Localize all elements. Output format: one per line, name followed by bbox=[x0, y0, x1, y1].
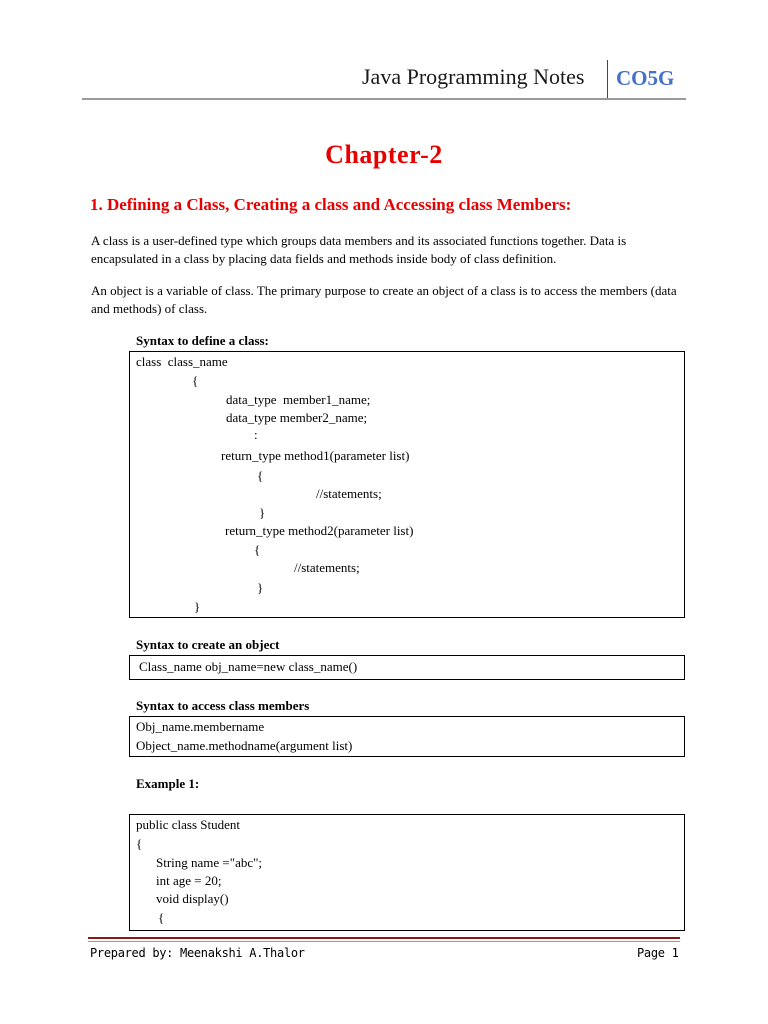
code-line: //statements; bbox=[316, 486, 382, 501]
course-code: CO5G bbox=[616, 66, 675, 90]
paragraph-class-definition: A class is a user-defined type which groups data members and its associated functions together. Data is encapsulated in a class by placing data fields and methods inside body of class definition. bbox=[91, 233, 627, 266]
code-line: int age = 20; bbox=[156, 873, 222, 888]
code-line: void display() bbox=[156, 891, 229, 906]
footer-page-number: Page 1 bbox=[637, 946, 679, 960]
code-line: Object_name.methodname(argument list) bbox=[136, 738, 353, 753]
syntax-define-label: Syntax to define a class: bbox=[136, 333, 269, 348]
example-code-box bbox=[129, 814, 685, 931]
section-heading: 1. Defining a Class, Creating a class and Accessing class Members: bbox=[90, 195, 572, 214]
code-line: String name ="abc"; bbox=[156, 855, 263, 870]
syntax-define-box bbox=[129, 351, 685, 618]
paragraph-object-definition: An object is a variable of class. The primary purpose to create an object of a class is to access the members (data and methods) of class. bbox=[91, 283, 677, 316]
code-line: { bbox=[158, 910, 165, 925]
code-line: public class Student bbox=[136, 817, 240, 832]
syntax-create-label: Syntax to create an object bbox=[136, 637, 280, 652]
code-line: : bbox=[254, 427, 258, 442]
header-rule bbox=[82, 98, 686, 100]
code-line: class class_name bbox=[136, 354, 228, 369]
header-separator bbox=[607, 60, 608, 98]
code-line: data_type member1_name; bbox=[226, 392, 371, 407]
code-line: { bbox=[254, 542, 261, 557]
code-line: Class_name obj_name=new class_name() bbox=[139, 659, 358, 674]
code-line: Obj_name.membername bbox=[136, 719, 265, 734]
syntax-create-box bbox=[129, 655, 685, 680]
code-line: return_type method1(parameter list) bbox=[221, 448, 410, 463]
syntax-access-label: Syntax to access class members bbox=[136, 698, 310, 713]
header-title: Java Programming Notes bbox=[362, 64, 585, 89]
code-line: //statements; bbox=[294, 560, 360, 575]
example-label: Example 1: bbox=[136, 776, 200, 791]
code-line: { bbox=[192, 373, 199, 388]
footer-rule bbox=[88, 937, 680, 939]
code-line: return_type method2(parameter list) bbox=[225, 523, 414, 538]
code-line: } bbox=[194, 599, 201, 614]
code-line: } bbox=[257, 580, 264, 595]
code-line: data_type member2_name; bbox=[226, 410, 368, 425]
chapter-title: Chapter-2 bbox=[325, 140, 443, 169]
footer-author: Prepared by: Meenakshi A.Thalor bbox=[90, 946, 305, 960]
footer-rule-secondary bbox=[88, 941, 680, 942]
syntax-access-box bbox=[129, 716, 685, 757]
code-line: { bbox=[136, 836, 143, 851]
code-line: { bbox=[257, 468, 264, 483]
code-line: } bbox=[259, 505, 266, 520]
